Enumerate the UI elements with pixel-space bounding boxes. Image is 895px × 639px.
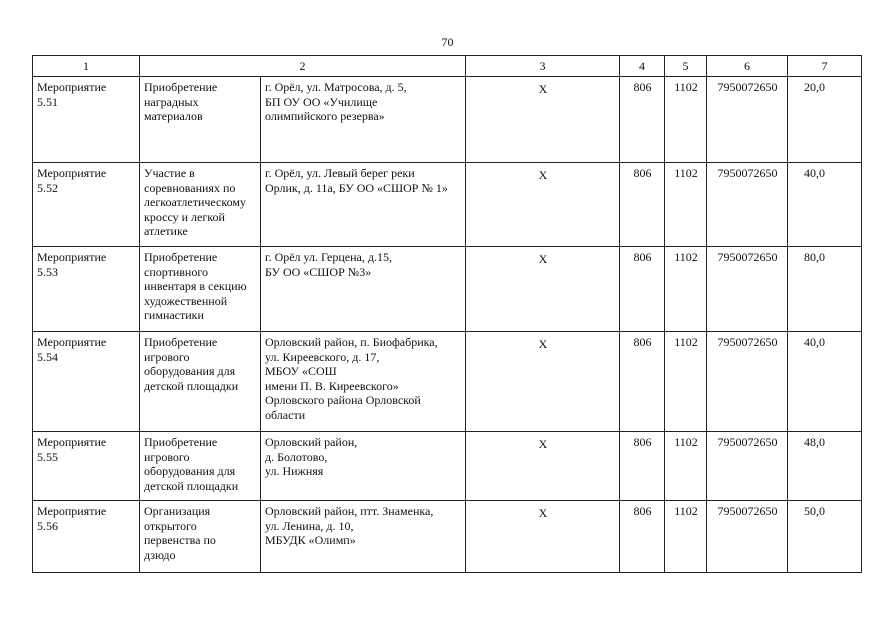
amount-cell: 40,0 bbox=[788, 163, 862, 247]
event-cell-line: 5.51 bbox=[37, 94, 58, 109]
description-cell-line: гимнастики bbox=[144, 308, 204, 323]
description-cell-line: оборудования для bbox=[144, 464, 236, 479]
target-code-cell: 7950072650 bbox=[707, 247, 788, 332]
amount-cell: 20,0 bbox=[788, 77, 862, 163]
address-cell bbox=[261, 247, 466, 332]
header-cell: 2 bbox=[140, 56, 466, 77]
code-806-cell: 806 bbox=[620, 432, 665, 501]
description-cell bbox=[140, 247, 261, 332]
description-cell bbox=[140, 501, 261, 573]
address-cell bbox=[261, 77, 466, 163]
description-cell-line: первенства по bbox=[144, 533, 216, 548]
description-cell-line: наградных bbox=[144, 94, 199, 109]
description-cell-line: соревнованиях по bbox=[144, 180, 236, 195]
table-row bbox=[33, 432, 862, 501]
description-cell-line: игрового bbox=[144, 349, 190, 364]
address-cell-line: олимпийского резерва» bbox=[265, 109, 385, 124]
address-cell-line: БП ОУ ОО «Училище bbox=[265, 94, 378, 109]
marker-cell: Х bbox=[466, 332, 620, 432]
event-cell bbox=[33, 247, 140, 332]
amount-cell: 50,0 bbox=[788, 501, 862, 573]
event-cell-line: Мероприятие bbox=[37, 435, 107, 449]
event-cell bbox=[33, 163, 140, 247]
event-cell-line: Мероприятие bbox=[37, 504, 107, 518]
event-cell bbox=[33, 332, 140, 432]
description-cell-line: кроссу и легкой bbox=[144, 209, 225, 224]
event-cell-line: 5.54 bbox=[37, 349, 58, 364]
code-806-cell: 806 bbox=[620, 332, 665, 432]
description-cell-line: инвентаря в секцию bbox=[144, 279, 247, 294]
description-cell-line: Приобретение bbox=[144, 335, 218, 349]
marker-cell: Х bbox=[466, 163, 620, 247]
event-cell-line: Мероприятие bbox=[37, 80, 107, 94]
address-cell-line: МБУДК «Олимп» bbox=[265, 533, 356, 548]
section-code-cell: 1102 bbox=[665, 77, 707, 163]
address-cell bbox=[261, 501, 466, 573]
table-row bbox=[33, 163, 862, 247]
description-cell-line: спортивного bbox=[144, 264, 208, 279]
event-cell-line: 5.56 bbox=[37, 518, 58, 533]
marker-cell: Х bbox=[466, 247, 620, 332]
description-cell-line: Приобретение bbox=[144, 80, 218, 94]
address-cell-line: Орлик, д. 11а, БУ ОО «СШОР № 1» bbox=[265, 180, 448, 195]
section-code-cell: 1102 bbox=[665, 501, 707, 573]
description-cell-line: атлетике bbox=[144, 224, 188, 239]
table-row bbox=[33, 247, 862, 332]
event-cell bbox=[33, 77, 140, 163]
section-code-cell: 1102 bbox=[665, 163, 707, 247]
amount-cell: 80,0 bbox=[788, 247, 862, 332]
event-cell bbox=[33, 501, 140, 573]
table-row bbox=[33, 332, 862, 432]
event-cell-line: 5.55 bbox=[37, 449, 58, 464]
header-cell: 1 bbox=[33, 56, 140, 77]
address-cell-line: Орловский район, птт. Знаменка, bbox=[265, 504, 434, 518]
description-cell-line: художественной bbox=[144, 293, 228, 308]
description-cell-line: Участие в bbox=[144, 166, 195, 180]
description-cell-line: дзюдо bbox=[144, 547, 176, 562]
section-code-cell: 1102 bbox=[665, 332, 707, 432]
marker-cell: Х bbox=[466, 501, 620, 573]
address-cell-line: г. Орёл ул. Герцена, д.15, bbox=[265, 250, 392, 264]
description-cell bbox=[140, 332, 261, 432]
event-cell-line: 5.53 bbox=[37, 264, 58, 279]
description-cell-line: материалов bbox=[144, 109, 203, 124]
address-cell bbox=[261, 332, 466, 432]
address-cell-line: области bbox=[265, 407, 306, 422]
description-cell-line: оборудования для bbox=[144, 364, 236, 379]
description-cell bbox=[140, 163, 261, 247]
header-cell: 7 bbox=[788, 56, 862, 77]
event-cell-line: Мероприятие bbox=[37, 250, 107, 264]
page-number: 70 bbox=[441, 35, 454, 49]
target-code-cell: 7950072650 bbox=[707, 163, 788, 247]
code-806-cell: 806 bbox=[620, 501, 665, 573]
amount-cell: 40,0 bbox=[788, 332, 862, 432]
budget-table bbox=[32, 55, 862, 573]
description-cell-line: детской площадки bbox=[144, 378, 239, 393]
table-row bbox=[33, 77, 862, 163]
code-806-cell: 806 bbox=[620, 247, 665, 332]
description-cell-line: открытого bbox=[144, 518, 197, 533]
address-cell-line: Орловского района Орловской bbox=[265, 393, 421, 408]
event-cell-line: Мероприятие bbox=[37, 166, 107, 180]
event-cell bbox=[33, 432, 140, 501]
address-cell-line: Орловский район, bbox=[265, 435, 358, 449]
description-cell-line: детской площадки bbox=[144, 478, 239, 493]
description-cell-line: легкоатлетическому bbox=[144, 195, 246, 210]
header-cell: 6 bbox=[707, 56, 788, 77]
event-cell-line: 5.52 bbox=[37, 180, 58, 195]
header-row bbox=[33, 56, 862, 77]
address-cell bbox=[261, 432, 466, 501]
target-code-cell: 7950072650 bbox=[707, 332, 788, 432]
marker-cell: Х bbox=[466, 432, 620, 501]
event-cell-line: Мероприятие bbox=[37, 335, 107, 349]
header-cell: 5 bbox=[665, 56, 707, 77]
section-code-cell: 1102 bbox=[665, 432, 707, 501]
header-cell: 4 bbox=[620, 56, 665, 77]
header-cell: 3 bbox=[466, 56, 620, 77]
table-row bbox=[33, 501, 862, 573]
address-cell-line: ул. Ленина, д. 10, bbox=[265, 518, 354, 533]
address-cell-line: имени П. В. Киреевского» bbox=[265, 378, 399, 393]
address-cell-line: д. Болотово, bbox=[265, 449, 328, 464]
code-806-cell: 806 bbox=[620, 163, 665, 247]
section-code-cell: 1102 bbox=[665, 247, 707, 332]
address-cell bbox=[261, 163, 466, 247]
description-cell bbox=[140, 432, 261, 501]
description-cell-line: Приобретение bbox=[144, 435, 218, 449]
code-806-cell: 806 bbox=[620, 77, 665, 163]
description-cell bbox=[140, 77, 261, 163]
description-cell-line: Организация bbox=[144, 504, 211, 518]
amount-cell: 48,0 bbox=[788, 432, 862, 501]
address-cell-line: ул. Киреевского, д. 17, bbox=[265, 349, 380, 364]
marker-cell: Х bbox=[466, 77, 620, 163]
address-cell-line: МБОУ «СОШ bbox=[265, 364, 337, 379]
target-code-cell: 7950072650 bbox=[707, 501, 788, 573]
address-cell-line: Орловский район, п. Биофабрика, bbox=[265, 335, 438, 349]
address-cell-line: г. Орёл, ул. Левый берег реки bbox=[265, 166, 415, 180]
address-cell-line: БУ ОО «СШОР №3» bbox=[265, 264, 372, 279]
address-cell-line: ул. Нижняя bbox=[265, 464, 324, 479]
address-cell-line: г. Орёл, ул. Матросова, д. 5, bbox=[265, 80, 407, 94]
target-code-cell: 7950072650 bbox=[707, 432, 788, 501]
description-cell-line: Приобретение bbox=[144, 250, 218, 264]
target-code-cell: 7950072650 bbox=[707, 77, 788, 163]
description-cell-line: игрового bbox=[144, 449, 190, 464]
